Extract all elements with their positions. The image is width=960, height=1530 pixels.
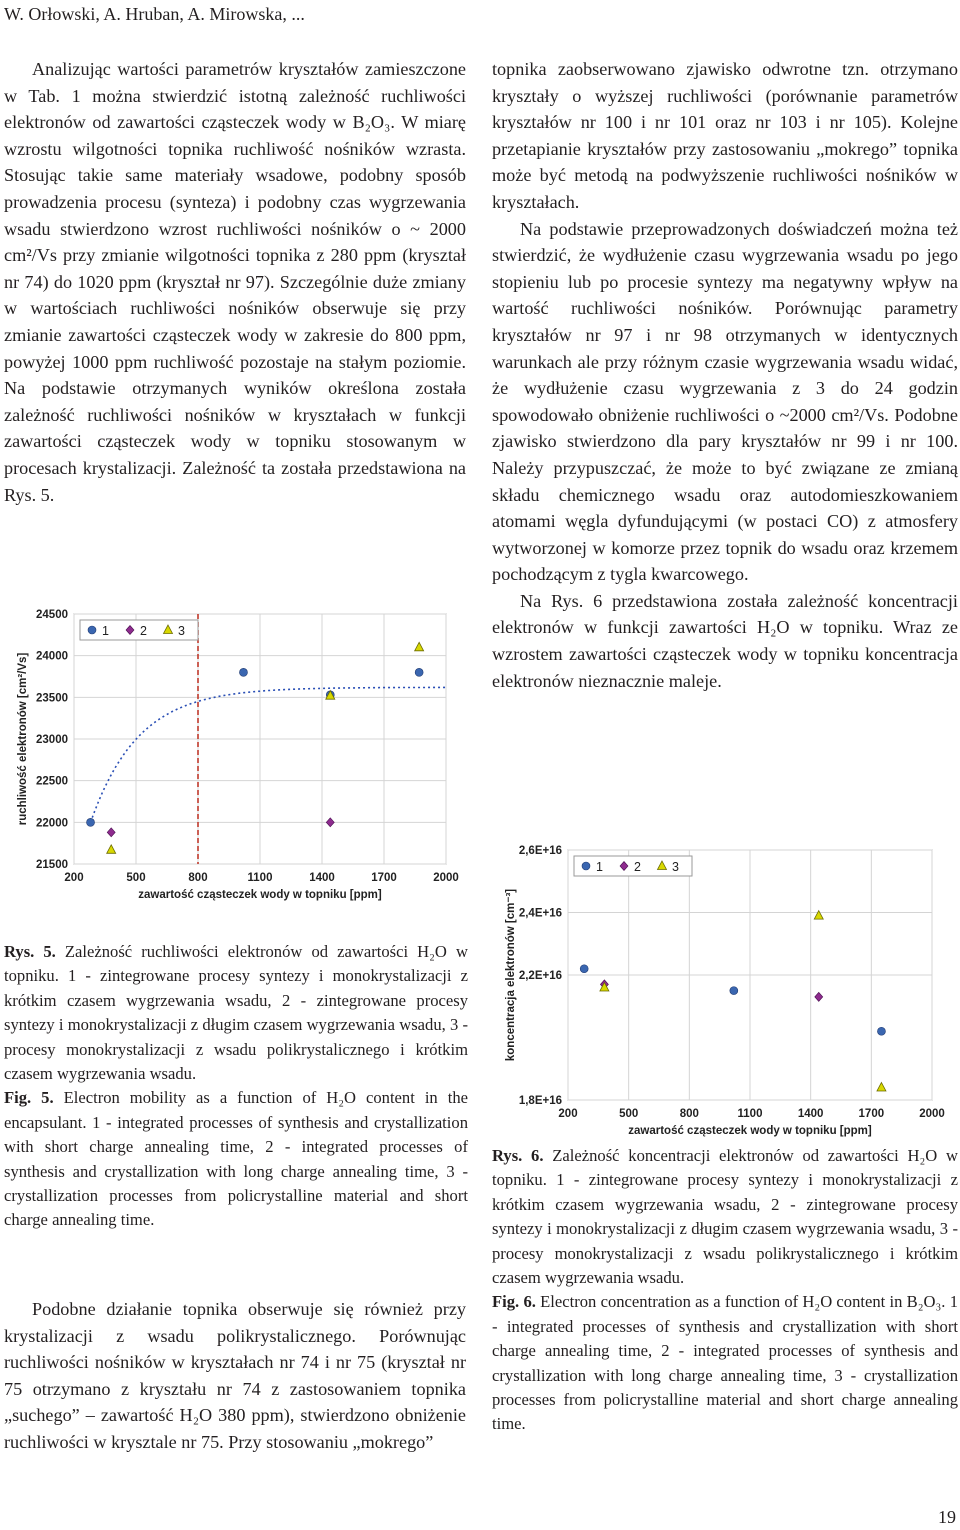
x-tick-label: 1100: [737, 1108, 763, 1120]
y-tick-label: 24000: [36, 650, 68, 663]
running-header: W. Orłowski, A. Hruban, A. Mirowska, ...: [4, 4, 305, 24]
legend-label-1: 1: [102, 624, 109, 638]
caption-pl: [4, 940, 468, 1086]
y-axis-label: koncentracja elektronów [cm⁻³]: [505, 888, 517, 1062]
paragraph: Analizując wartości parametrów kryształów zamieszczone w Tab. 1 można stwierdzić istotną zależność ruchliwości elektronów od zawartości cząsteczek wody w B₂O₃. W miarę wzrostu wilgotności topnika ruchliwość nośników wzrasta. Stosując takie same materiały wsadowe, podobny sposób prowadzenia procesu (synteza) i podobny czas wygrzewania wsadu stwierdzono wzrost ruchliwości nośników o ~ 2000 cm²/Vs przy zmianie wilgotności topnika z 280 ppm (kryształ nr 74) do 1020 ppm (kryształ nr 97). Szczególnie duże zmiany w wartościach ruchliwości nośników obserwuje się przy zmianie zawartości cząsteczek wody w zakresie do 800 ppm, powyżej 1000 ppm ruchliwość pozostaje na stałym poziomie. Na podstawie otrzymanych wyników określona została zależność ruchliwości nośników w kryształach w funkcji zawartości cząsteczek wody w topniku stosowanym w procesach krystalizacji. Zależność ta została przedstawiona na Rys. 5.: [4, 59, 466, 505]
x-tick-label: 200: [558, 1108, 578, 1120]
figure-6-caption: [492, 1144, 958, 1437]
y-tick-label: 21500: [36, 859, 68, 871]
x-axis-label: zawartość cząsteczek wody w topniku [ppm]: [628, 1125, 872, 1137]
y-axis-label: ruchliwość elektronów [cm²/Vs]: [17, 652, 29, 826]
y-tick-label: 23000: [36, 734, 68, 746]
legend-marker-1: [582, 862, 590, 870]
caption-text: Zależność koncentracji elektronów od zawartości H₂O w topniku. 1 - zintegrowane procesy syntezy i monokrystalizacji z krótkim czasem wygrzewania wsadu, 2 - zintegrowane procesy syntezy i monokrystalizacji z długim czasem wygrzewania wsadu, 3 - procesy monokrystalizacji z wsadu polikrystalicznego i krótkim czasem wygrzewania wsadu.: [492, 1146, 959, 1288]
y-tick-label: 2,2E+16: [518, 970, 562, 982]
legend-label-2: 2: [140, 624, 147, 638]
x-tick-label: 1400: [309, 872, 335, 884]
x-tick-label: 2000: [919, 1108, 945, 1120]
page-number: 19: [938, 1507, 956, 1527]
caption-en: [4, 1086, 468, 1232]
y-tick-label: 23500: [36, 692, 68, 705]
legend: [80, 620, 198, 640]
legend-label-3: 3: [178, 624, 185, 638]
y-tick-label: 2,4E+16: [518, 907, 562, 920]
paragraph: Podobne działanie topnika obserwuje się również przy krystalizacji z wsadu polikrystalicznego. Porównując ruchliwości nośników w kryształach nr 74 i nr 75 (kryształ nr 75 otrzymano z kryształu nr 74 z zastosowaniem topnika „suchego” – zawartość H₂O 380 ppm), stwierdzono obniżenie ruchliwości w krysztale nr 75. Przy stosowaniu „mokrego”: [4, 1299, 466, 1452]
x-axis-label: zawartość cząsteczek wody w topniku [ppm]: [138, 889, 382, 901]
legend-marker-1: [88, 626, 96, 634]
x-tick-label: 1700: [371, 872, 397, 884]
figure-6-concentration-chart: [492, 838, 958, 1143]
legend: [574, 856, 692, 876]
legend-label-3: 3: [672, 860, 679, 874]
x-tick-label: 800: [188, 872, 208, 884]
paragraph: topnika zaobserwowano zjawisko odwrotne tzn. otrzymano kryształy o wyższej ruchliwości (porównanie parametrów kryształów nr 100 i nr 101 oraz nr 103 i nr 105). Kolejne przetapianie kryształów przy zastosowaniu „mokrego” topnika może być metodą na podwyższenie ruchliwości nośników w kryształach.: [492, 59, 958, 212]
right-column-text: [492, 56, 958, 694]
x-tick-label: 500: [619, 1108, 639, 1120]
data-point-series-1: [877, 1027, 885, 1035]
legend-label-2: 2: [634, 860, 641, 874]
caption-label: Rys. 5.: [4, 942, 56, 961]
caption-text: Electron mobility as a function of H₂O content in the encapsulant. 1 - integrated processes of synthesis and crystallization with short charge annealing time, 2 - integrated processes of synthesis and crystallization with long charge annealing time, 3 - crystallization processes from policrystalline material and short charge annealing time.: [4, 1088, 468, 1230]
caption-label: Rys. 6.: [492, 1146, 544, 1165]
left-column-bottom-text: [4, 1296, 466, 1456]
data-point-series-1: [87, 818, 95, 826]
x-tick-label: 1700: [858, 1108, 885, 1120]
y-tick-label: 22000: [36, 817, 68, 830]
caption-text: Electron concentration as a function of H₂O content in B₂O₃. 1 - integrated processes of synthesis and crystallization with short charge annealing time, 2 - integrated processes of synthesis and crystallization with long charge annealing time, 3 - crystallization processes from policrystalline material and short charge annealing time.: [492, 1292, 958, 1434]
x-tick-label: 1100: [247, 872, 273, 884]
y-tick-label: 22500: [36, 775, 68, 788]
x-tick-label: 200: [64, 872, 84, 884]
y-tick-label: 1,8E+16: [518, 1095, 562, 1107]
x-tick-label: 500: [126, 872, 146, 884]
caption-label: Fig. 6.: [492, 1292, 536, 1312]
paragraph: Na Rys. 6 przedstawiona została zależność koncentracji elektronów w funkcji zawartości H₂O w topniku. Wraz ze wzrostem zawartości cząsteczek wody w topniku koncentracja elektronów nieznacznie maleje.: [492, 590, 958, 691]
figure-5-caption: [4, 940, 468, 1233]
x-tick-label: 800: [679, 1108, 699, 1120]
paragraph: Na podstawie przeprowadzonych doświadczeń można też stwierdzić, że wydłużenie czasu wygrzewania wsadu po jego stopieniu lub po procesie syntezy ma negatywny wpływ na wartość ruchliwości nośników. Porównując parametry kryształów nr 97 i nr 98 otrzymanych w identycznych warunkach ale przy różnym czasie wygrzewania wsadu widać, że wydłużenie czasu wygrzewania z 3 do 24 godzin spowodowało obniżenie ruchliwości o ~2000 cm²/Vs. Podobne zjawisko stwierdzono dla pary kryształów nr 99 i nr 100. Należy przypuszczać, że może to być związane ze zmianą składu chemicznego wsadu oraz autodomieszkowaniem atomami węgla dyfundującymi (w postaci CO) z atmosfery wytworzonej w komorze przez topnik do wsadu oraz krzemem pochodzącym z tygla kwarcowego.: [492, 218, 958, 585]
data-point-series-1: [239, 668, 247, 676]
x-tick-label: 1400: [797, 1108, 824, 1120]
caption-text: Zależność ruchliwości elektronów od zawartości H₂O w topniku. 1 - zintegrowane procesy syntezy i monokrystalizacji z krótkim czasem wygrzewania wsadu, 2 - zintegrowane procesy syntezy i monokrystalizacji z długim czasem wygrzewania wsadu, 3 - procesy monokrystalizacji z wsadu polikrystalicznego i krótkim czasem wygrzewania wsadu.: [4, 942, 468, 1084]
data-point-series-1: [580, 965, 588, 973]
caption-pl: [492, 1144, 958, 1290]
caption-label: Fig. 5.: [4, 1088, 54, 1108]
y-tick-label: 2,6E+16: [518, 845, 562, 857]
chart-5-svg: [4, 596, 464, 914]
data-point-series-1: [730, 987, 738, 995]
caption-en: [492, 1290, 958, 1436]
x-tick-label: 2000: [433, 872, 459, 884]
figure-5-mobility-chart: [4, 596, 464, 914]
legend-label-1: 1: [596, 860, 603, 874]
chart-6-svg: [492, 838, 958, 1143]
left-column-text: [4, 56, 466, 508]
y-tick-label: 24500: [36, 609, 68, 621]
data-point-series-1: [415, 668, 423, 676]
